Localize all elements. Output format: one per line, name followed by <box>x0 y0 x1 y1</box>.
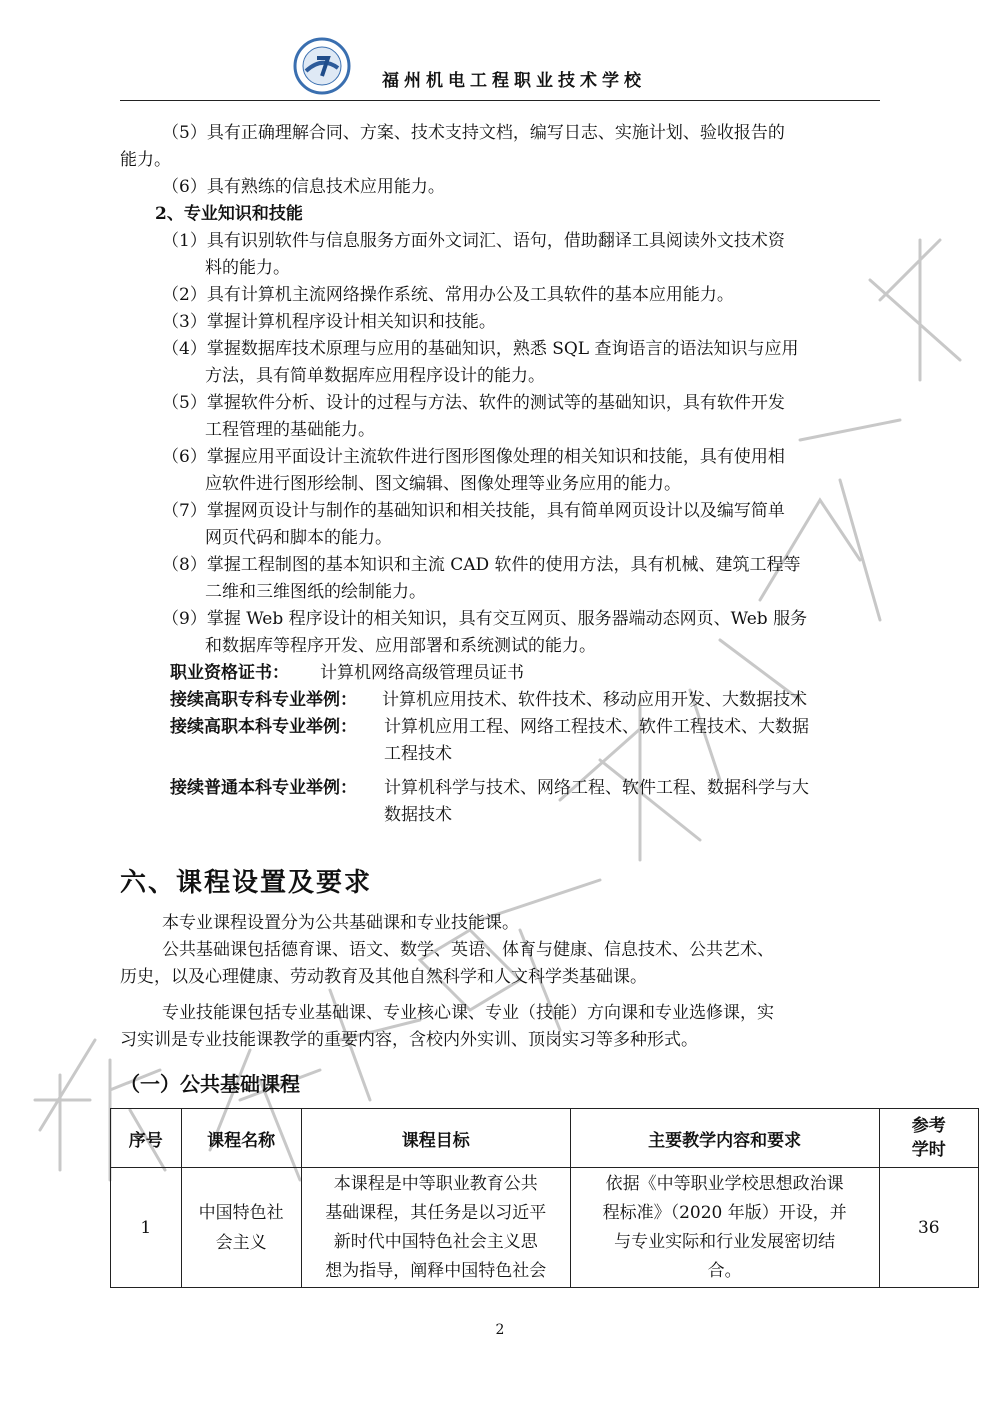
school-logo <box>292 36 352 96</box>
header-content: 主要教学内容和要求 <box>570 1109 879 1168</box>
school-name: 福州机电工程职业技术学校 <box>382 71 646 91</box>
vocational-value: 计算机应用技术、软件技术、移动应用开发、大数据技术 <box>382 690 807 710</box>
bachelor-line1: 计算机科学与技术、网络工程、软件工程、数据科学与大 <box>384 778 809 798</box>
table-row <box>111 1168 979 1288</box>
skill4-line2: 方法，具有简单数据库应用程序设计的能力。 <box>205 366 545 386</box>
section6-title: 六、课程设置及要求 <box>120 868 373 898</box>
cert-label: 职业资格证书： <box>170 663 289 683</box>
header-hours-line2: 学时 <box>911 1140 946 1160</box>
goal-line: 本课程是中等职业教育公共 <box>333 1173 538 1194</box>
bachelor-label: 接续普通本科专业举例： <box>170 778 357 798</box>
skill6-line1: （6）掌握应用平面设计主流软件进行图形图像处理的相关知识和技能，具有使用相 <box>162 447 785 467</box>
skill5-line1: （5）掌握软件分析、设计的过程与方法、软件的测试等的基础知识，具有软件开发 <box>162 393 785 413</box>
section6-para2-line1: 公共基础课包括德育课、语文、数学、英语、体育与健康、信息技术、公共艺术、 <box>162 940 774 960</box>
vocbachelor-label: 接续高职本科专业举例： <box>170 717 357 737</box>
skill2: （2）具有计算机主流网络操作系统、常用办公及工具软件的基本应用能力。 <box>162 285 734 305</box>
subsection-title: （一）公共基础课程 <box>120 1072 300 1096</box>
header-hours <box>879 1109 978 1168</box>
section6-para3-line2: 习实训是专业技能课教学的重要内容，含校内外实训、顶岗实习等多种形式。 <box>120 1030 698 1050</box>
course-table <box>110 1108 979 1288</box>
goal-line: 新时代中国特色社会主义思 <box>333 1231 538 1252</box>
section6-para2-line2: 历史，以及心理健康、劳动教育及其他自然科学和人文科学类基础课。 <box>120 967 647 987</box>
skill9-line2: 和数据库等程序开发、应用部署和系统测试的能力。 <box>205 636 596 656</box>
cert-value: 计算机网络高级管理员证书 <box>320 663 524 683</box>
skill6-line2: 应软件进行图形绘制、图文编辑、图像处理等业务应用的能力。 <box>205 474 681 494</box>
content-line: 合。 <box>707 1260 742 1281</box>
row-name-line1: 中国特色社 <box>198 1202 284 1223</box>
skill8-line2: 二维和三维图纸的绘制能力。 <box>205 582 426 602</box>
header-name: 课程名称 <box>181 1109 301 1168</box>
skill7-line2: 网页代码和脚本的能力。 <box>205 528 392 548</box>
table-header-row <box>111 1109 979 1168</box>
page-number: 2 <box>495 1322 505 1338</box>
row-goal <box>301 1168 570 1288</box>
content-line: 依据《中等职业学校思想政治课 <box>605 1173 844 1194</box>
vocational-label: 接续高职专科专业举例： <box>170 690 357 710</box>
skill8-line1: （8）掌握工程制图的基本知识和主流 CAD 软件的使用方法，具有机械、建筑工程等 <box>162 555 801 575</box>
header-goal: 课程目标 <box>301 1109 570 1168</box>
skill5-line2: 工程管理的基础能力。 <box>205 420 375 440</box>
row-no: 1 <box>111 1168 182 1288</box>
row-name-line2: 会主义 <box>215 1232 267 1253</box>
ability5-line1: （5）具有正确理解合同、方案、技术支持文档，编写日志、实施计划、验收报告的 <box>162 123 785 143</box>
header-hours-line1: 参考 <box>911 1116 946 1136</box>
skill9-line1: （9）掌握 Web 程序设计的相关知识，具有交互网页、服务器端动态网页、Web 服务 <box>162 609 808 629</box>
section2-title: 2、专业知识和技能 <box>155 204 303 224</box>
bachelor-line2: 数据技术 <box>384 805 452 825</box>
content-line: 程标准》（2020 年版）开设，并 <box>602 1202 847 1223</box>
section6-para3-line1: 专业技能课包括专业基础课、专业核心课、专业（技能）方向课和专业选修课，实 <box>162 1003 774 1023</box>
skill7-line1: （7）掌握网页设计与制作的基础知识和相关技能，具有简单网页设计以及编写简单 <box>162 501 785 521</box>
goal-line: 想为指导，阐释中国特色社会 <box>325 1260 547 1281</box>
vocbachelor-line2: 工程技术 <box>384 744 452 764</box>
ability6: （6）具有熟练的信息技术应用能力。 <box>162 177 445 197</box>
vocbachelor-line1: 计算机应用工程、网络工程技术、软件工程技术、大数据 <box>384 717 809 737</box>
skill3: （3）掌握计算机程序设计相关知识和技能。 <box>162 312 496 332</box>
content-line: 与专业实际和行业发展密切结 <box>614 1231 836 1252</box>
row-hours: 36 <box>879 1168 978 1288</box>
page-header <box>120 30 880 101</box>
header-no: 序号 <box>111 1109 182 1168</box>
row-content <box>570 1168 879 1288</box>
goal-line: 基础课程，其任务是以习近平 <box>325 1202 547 1223</box>
skill1-line1: （1）具有识别软件与信息服务方面外文词汇、语句，借助翻译工具阅读外文技术资 <box>162 231 785 251</box>
ability5-line2: 能力。 <box>120 150 171 170</box>
section6-para1: 本专业课程设置分为公共基础课和专业技能课。 <box>162 913 519 933</box>
row-name <box>181 1168 301 1288</box>
skill1-line2: 料的能力。 <box>205 258 290 278</box>
skill4-line1: （4）掌握数据库技术原理与应用的基础知识，熟悉 SQL 查询语言的语法知识与应用 <box>162 339 799 359</box>
